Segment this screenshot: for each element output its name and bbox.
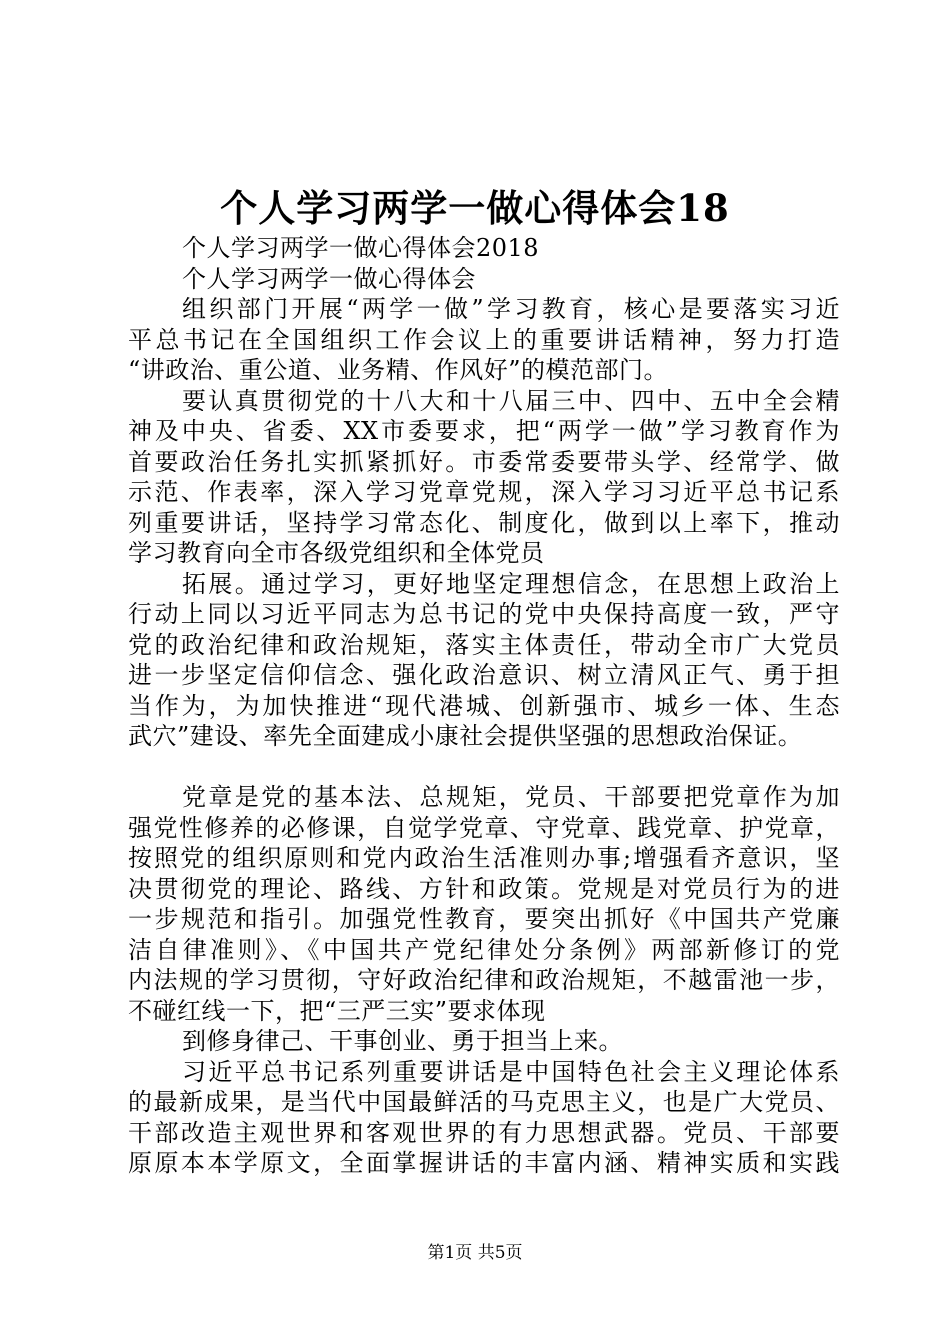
text-line: 原原本本学原文，全面掌握讲话的丰富内涵、精神实质和实践 bbox=[128, 1149, 840, 1177]
text-line: 决贯彻党的理论、路线、方针和政策。党规是对党员行为的进 bbox=[128, 874, 840, 903]
text-line: 习近平总书记系列重要讲话是中国特色社会主义理论体系 bbox=[182, 1057, 840, 1086]
text-line: 行动上同以习近平同志为总书记的党中央保持高度一致，严守 bbox=[128, 600, 840, 628]
text-line: 进一步坚定信仰信念、强化政治意识、树立清风正气、勇于担 bbox=[128, 661, 840, 689]
text-line: 武穴”建设、率先全面建成小康社会提供坚强的思想政治保证。 bbox=[128, 722, 803, 750]
text-line: 学习教育向全市各级党组织和全体党员 bbox=[128, 539, 545, 567]
text-line: 拓展。通过学习，更好地坚定理想信念，在思想上政治上 bbox=[182, 569, 840, 598]
text-line: 不碰红线一下，把“三严三实”要求体现 bbox=[128, 996, 546, 1025]
text-line: 列重要讲话，坚持学习常态化、制度化，做到以上率下，推动 bbox=[128, 508, 840, 537]
document-title: 个人学习两学一做心得体会18 bbox=[220, 186, 730, 230]
text-line: 神及中央、省委、XX市委要求，把“两学一做”学习教育作为 bbox=[128, 417, 840, 445]
text-line: 要认真贯彻党的十八大和十八届三中、四中、五中全会精 bbox=[182, 386, 840, 415]
text-line: 强党性修养的必修课，自觉学党章、守党章、践党章、护党章， bbox=[128, 813, 840, 842]
text-line: 首要政治任务扎实抓紧抓好。市委常委要带头学、经常学、做 bbox=[128, 447, 840, 476]
text-line: 干部改造主观世界和客观世界的有力思想武器。党员、干部要 bbox=[128, 1118, 840, 1147]
text-line: 洁自律准则》、《中国共产党纪律处分条例》两部新修订的党 bbox=[128, 935, 840, 964]
text-line: 平总书记在全国组织工作会议上的重要讲话精神，努力打造 bbox=[128, 325, 840, 354]
text-line: 的最新成果，是当代中国最鲜活的马克思主义，也是广大党员、 bbox=[128, 1088, 840, 1116]
text-line: 当作为，为加快推进“现代港城、创新强市、城乡一体、生态 bbox=[128, 691, 840, 720]
text-line: “讲政治、重公道、业务精、作风好”的模范部门。 bbox=[128, 356, 669, 384]
text-line: 党章是党的基本法、总规矩，党员、干部要把党章作为加 bbox=[182, 783, 840, 811]
text-line: 个人学习两学一做心得体会 bbox=[182, 264, 476, 293]
blank-line bbox=[128, 752, 840, 783]
text-line: 组织部门开展“两学一做”学习教育，核心是要落实习近 bbox=[182, 295, 840, 323]
text-line: 按照党的组织原则和党内政治生活准则办事;增强看齐意识，坚 bbox=[128, 844, 840, 872]
text-line: 到修身律己、干事创业、勇于担当上来。 bbox=[182, 1027, 623, 1055]
text-line: 内法规的学习贯彻，守好政治纪律和政治规矩，不越雷池一步， bbox=[128, 966, 840, 994]
text-line: 一步规范和指引。加强党性教育，要突出抓好《中国共产党廉 bbox=[128, 905, 840, 933]
document-body bbox=[128, 233, 840, 1179]
text-line: 个人学习两学一做心得体会2018 bbox=[182, 234, 540, 262]
text-line: 示范、作表率，深入学习党章党规，深入学习习近平总书记系 bbox=[128, 478, 840, 506]
page-number: 第1页 共5页 bbox=[427, 1243, 523, 1263]
text-line: 党的政治纪律和政治规矩，落实主体责任，带动全市广大党员 bbox=[128, 630, 840, 659]
